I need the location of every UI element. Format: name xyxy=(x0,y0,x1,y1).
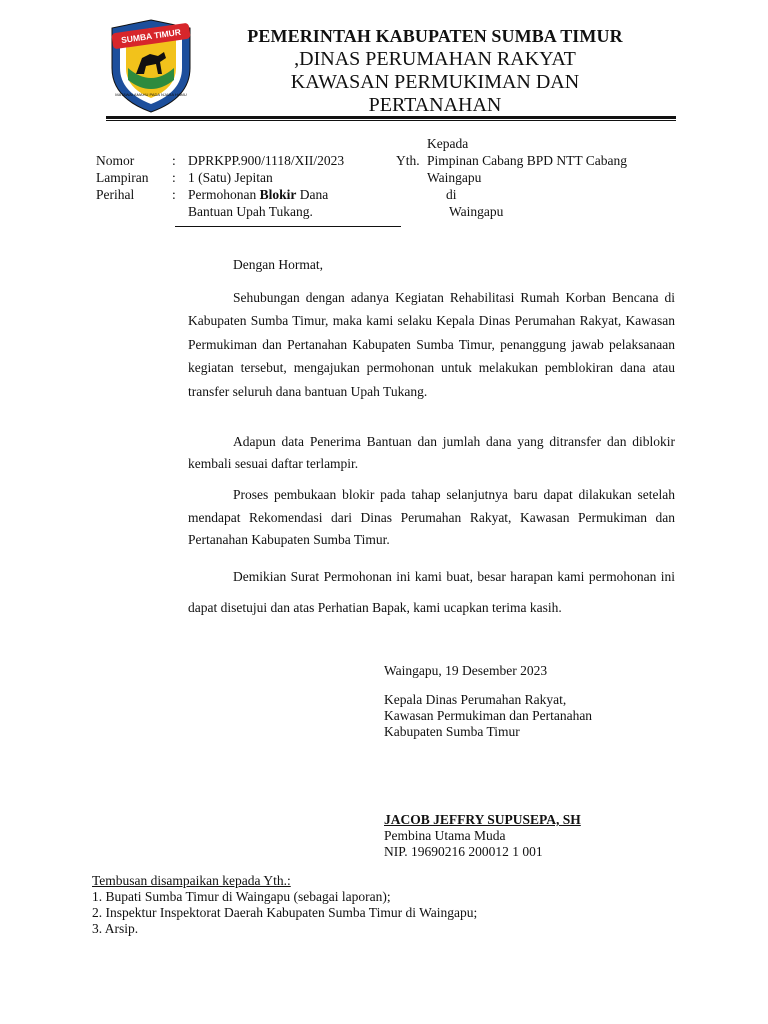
recipient-place: Waingapu xyxy=(449,204,504,219)
meta-labels xyxy=(96,152,148,203)
meta-colon: : xyxy=(172,187,176,202)
paragraph-text: Demikian Surat Permohonan ini kami buat, besar harapan kami permohonan ini dapat disetujui dan atas Perhatian Bapak, kami ucapkan terima kasih. xyxy=(188,569,675,615)
body-paragraph-1 xyxy=(188,286,675,403)
meta-label-nomor: Nomor xyxy=(96,153,135,168)
letterhead-line-4: PERTANAHAN xyxy=(368,94,502,116)
recipient-name: Pimpinan Cabang BPD NTT Cabang xyxy=(427,153,627,168)
recipient-yth: Yth. xyxy=(396,153,420,168)
greeting: Dengan Hormat, xyxy=(233,257,323,272)
cc-title: Tembusan disampaikan kepada Yth.: xyxy=(92,873,291,888)
signatory-title-line-3: Kabupaten Sumba Timur xyxy=(384,724,520,739)
meta-colons xyxy=(172,152,176,203)
meta-lampiran-value: 1 (Satu) Jepitan xyxy=(188,170,273,185)
meta-colon: : xyxy=(172,170,176,185)
meta-colon: : xyxy=(172,153,176,168)
letterhead-line-2: ,DINAS PERUMAHAN RAKYAT xyxy=(294,48,576,70)
cc-item: 2. Inspektur Inspektorat Daerah Kabupaten Sumba Timur di Waingapu; xyxy=(92,905,478,920)
paragraph-text: Adapun data Penerima Bantuan dan jumlah dana yang ditransfer dan diblokir kembali sesuai daftar terlampir. xyxy=(188,434,675,471)
cc-item: 3. Arsip. xyxy=(92,921,139,936)
body-paragraph-4 xyxy=(188,562,675,623)
recipient-kepada: Kepada xyxy=(427,136,469,151)
body-paragraph-3 xyxy=(188,484,675,552)
meta-nomor-value: DPRKPP.900/1118/XII/2023 xyxy=(188,153,345,168)
signatory-title-line-1: Kepala Dinas Perumahan Rakyat, xyxy=(384,692,567,707)
cc-item: 1. Bupati Sumba Timur di Waingapu (sebagai laporan); xyxy=(92,889,391,904)
meta-separator-line xyxy=(175,226,401,227)
signatory-name: JACOB JEFFRY SUPUSEPA, SH xyxy=(384,812,581,827)
signatory-title-line-2: Kawasan Permukiman dan Pertanahan xyxy=(384,708,593,723)
perihal-text: Dana xyxy=(296,187,329,202)
regency-emblem-logo xyxy=(106,18,196,114)
meta-perihal-line2: Bantuan Upah Tukang. xyxy=(188,204,313,219)
letterhead-thick-rule xyxy=(106,116,676,119)
signatory-nip: NIP. 19690216 200012 1 001 xyxy=(384,844,543,859)
letterhead-lines xyxy=(200,48,670,117)
paragraph-text: Sehubungan dengan adanya Kegiatan Rehabilitasi Rumah Korban Bencana di Kabupaten Sumba Timur, maka kami selaku Kepala Dinas Perumahan Rakyat, Kawasan Permukiman dan Pertanahan Kabupaten Sumba Timur, penanggung jawab pelaksanaan kegiatan tersebut, mengajukan permohonan untuk melakukan pemblokiran dana atau transfer seluruh dana bantuan Upah Tukang. xyxy=(188,290,675,399)
recipient-di: di xyxy=(446,187,457,202)
letterhead-thin-rule xyxy=(106,120,676,121)
perihal-text: Permohonan xyxy=(188,187,260,202)
meta-values xyxy=(188,152,344,220)
meta-label-perihal: Perihal xyxy=(96,187,135,202)
place-date: Waingapu, 19 Desember 2023 xyxy=(384,663,548,678)
meta-perihal-value xyxy=(188,186,344,203)
perihal-bold-text: Blokir xyxy=(259,187,297,202)
paragraph-text: Proses pembukaan blokir pada tahap selanjutnya baru dapat dilakukan setelah mendapat Rekomendasi dari Dinas Perumahan Rakyat, Kawasan Permukiman dan Pertanahan Kabupaten Sumba Timur. xyxy=(188,487,675,547)
logo-banner-text: SUMBA TIMUR xyxy=(120,26,182,46)
letterhead-line-3: KAWASAN PERMUKIMAN DAN xyxy=(290,71,580,93)
logo-motto-text: MATAWAI AMAHU PADA NJARA HAMU xyxy=(115,92,187,97)
signatory-block xyxy=(384,812,581,860)
meta-label-lampiran: Lampiran xyxy=(96,170,149,185)
cc-block xyxy=(92,873,477,937)
letterhead-line-1: PEMERINTAH KABUPATEN SUMBA TIMUR xyxy=(247,26,623,46)
body-paragraph-2 xyxy=(188,431,675,475)
signatory-rank: Pembina Utama Muda xyxy=(384,828,506,843)
signatory-title xyxy=(384,692,592,740)
recipient-city: Waingapu xyxy=(427,170,482,185)
